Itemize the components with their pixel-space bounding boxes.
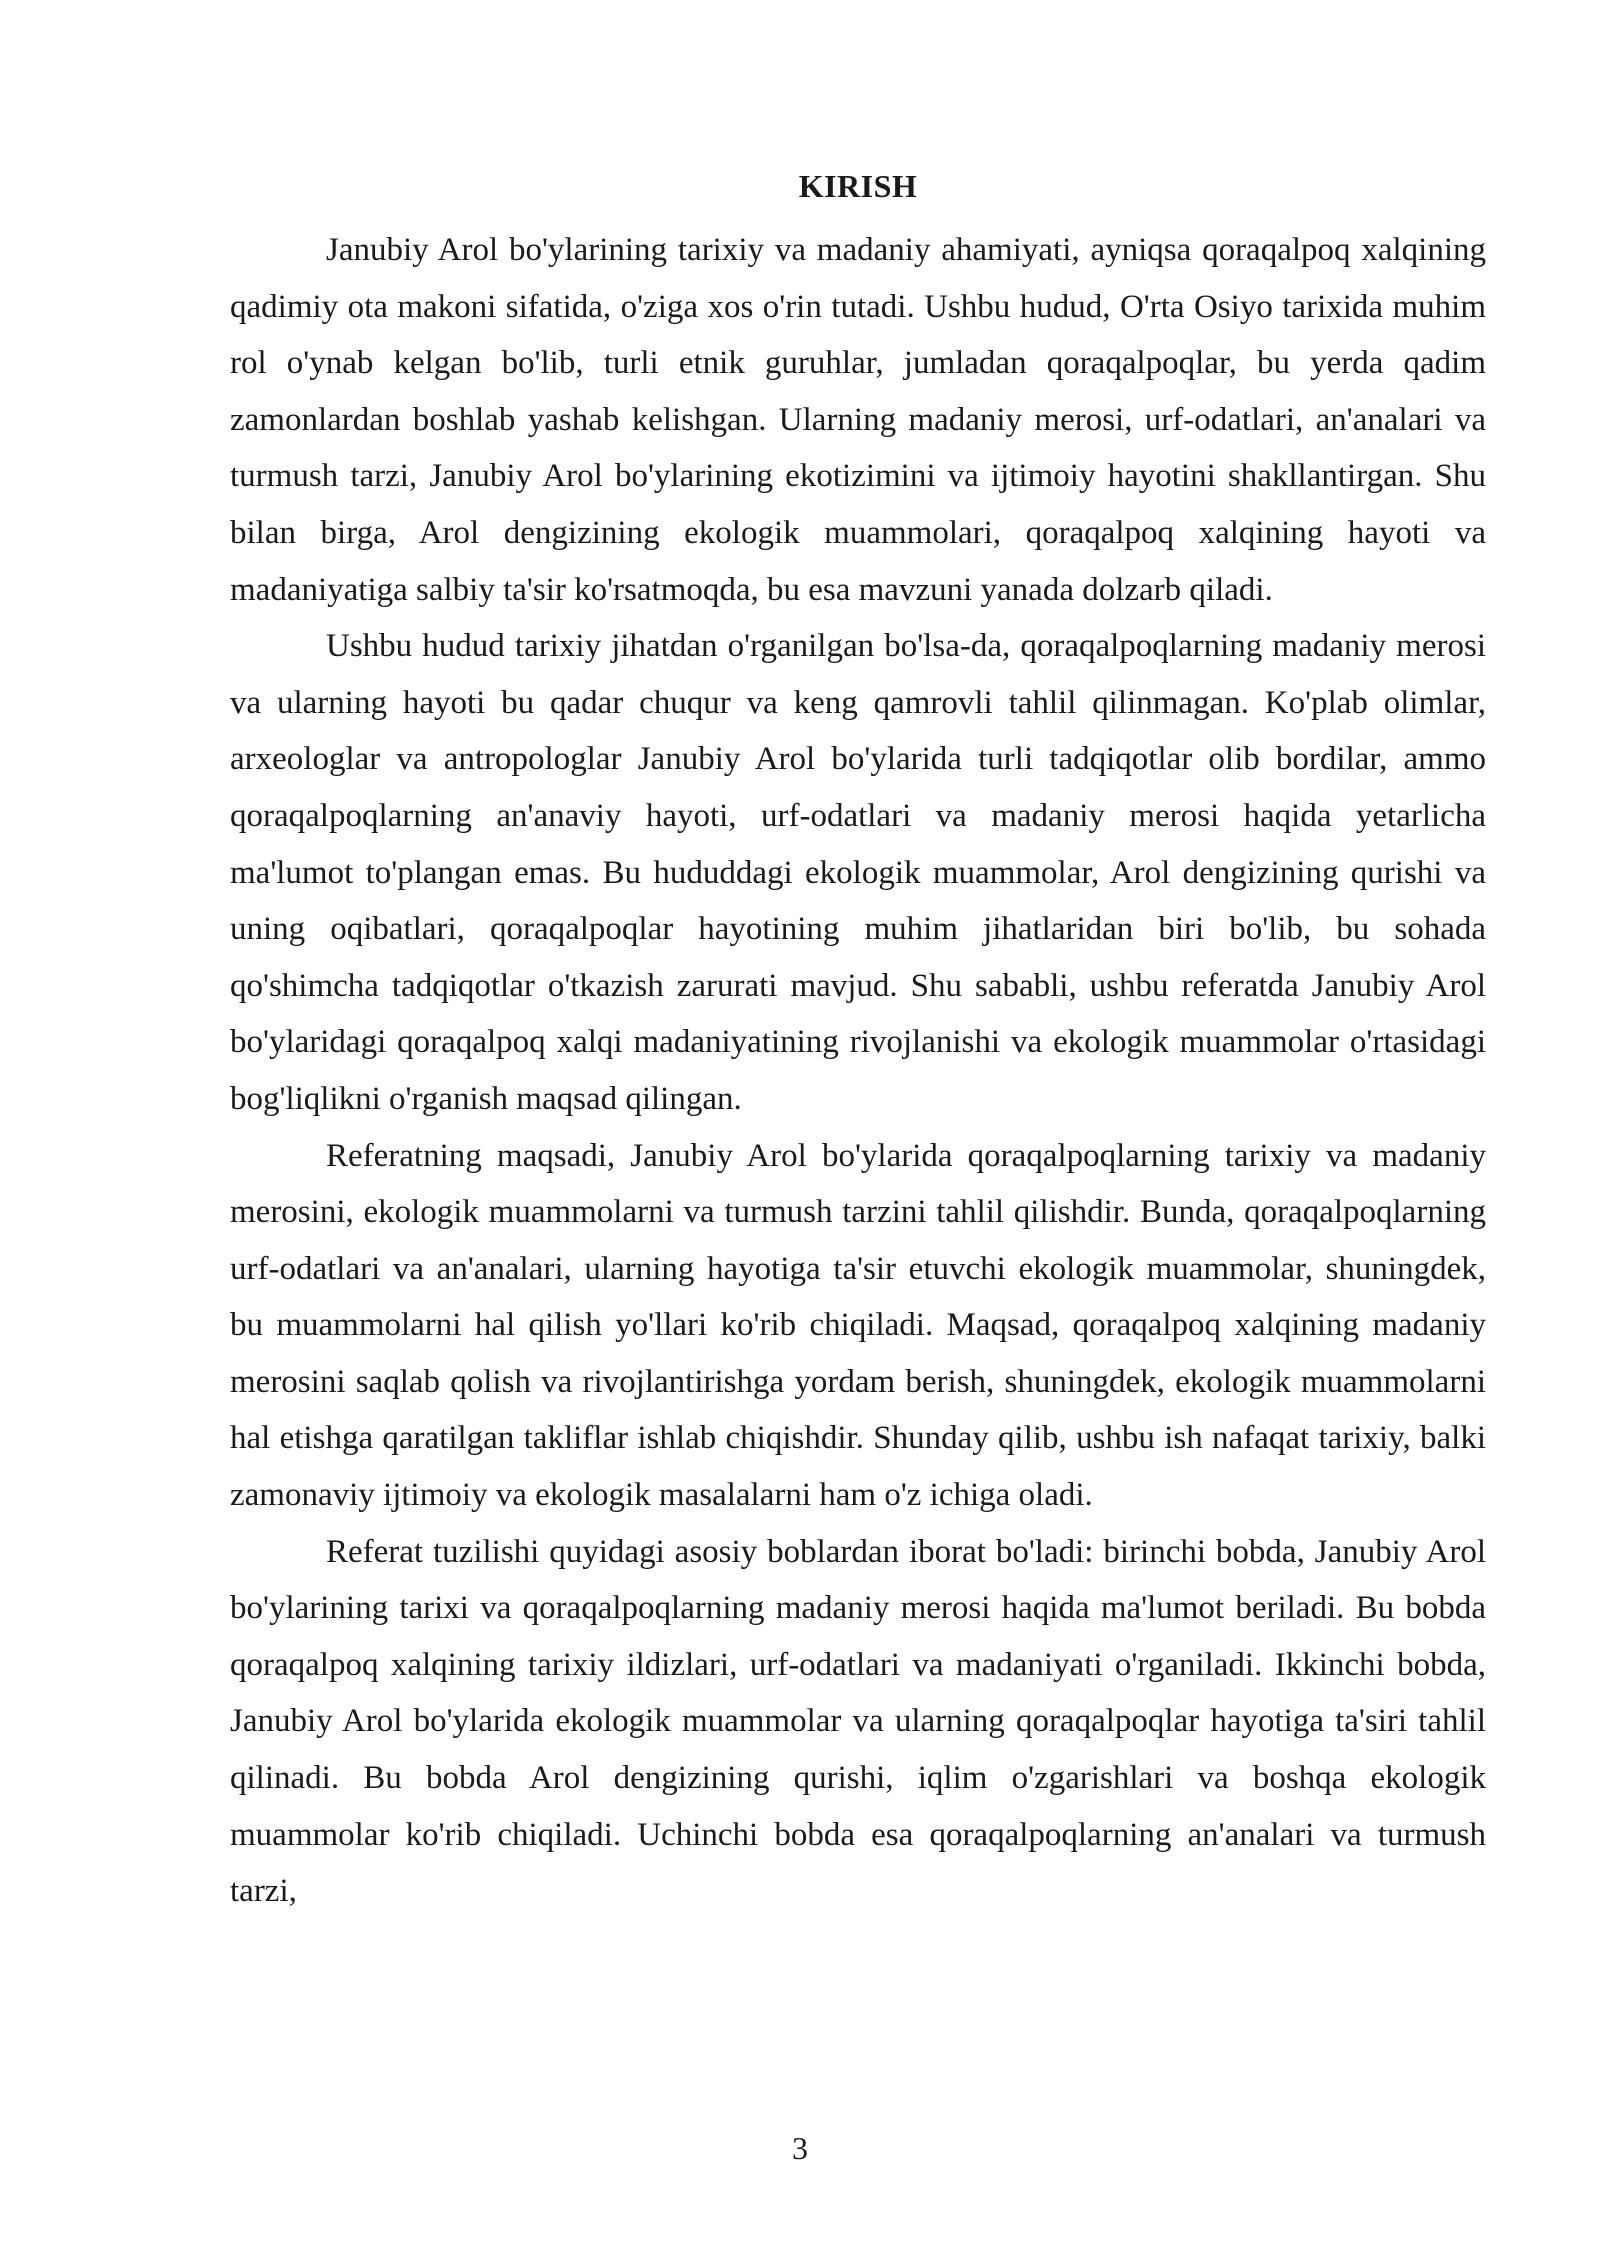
page-number: 3 — [792, 2130, 808, 2166]
paragraph-1: Janubiy Arol bo'ylarining tarixiy va madaniy ahamiyati, ayniqsa qoraqalpoq xalqining qadimiy ota makoni sifatida, o'ziga xos o'rin tutadi. Ushbu hudud, O'rta Osiyo tarixida muhim rol o'ynab kelgan bo'lib, turli etnik guruhlar, jumladan qoraqalpoqlar, bu yerda qadim zamonlardan boshlab yashab kelishgan. Ularning madaniy merosi, urf-odatlari, an'analari va turmush tarzi, Janubiy Arol bo'ylarining ekotizimini va ijtimoiy hayotini shakllantirgan. Shu bilan birga, Arol dengizining ekologik muammolari, qoraqalpoq xalqining hayoti va madaniyatiga salbiy ta'sir ko'rsatmoqda, bu esa mavzuni yanada dolzarb qiladi. — [230, 232, 1486, 608]
page-body — [230, 158, 1486, 1920]
paragraph-2: Ushbu hudud tarixiy jihatdan o'rganilgan bo'lsa-da, qoraqalpoqlarning madaniy merosi va ularning hayoti bu qadar chuqur va keng qamrovli tahlil qilinmagan. Ko'plab olimlar, arxeologlar va antropologlar Janubiy Arol bo'ylarida turli tadqiqotlar olib bordilar, ammo qoraqalpoqlarning an'anaviy hayoti, urf-odatlari va madaniy merosi haqida yetarlicha ma'lumot to'plangan emas. Bu hududdagi ekologik muammolar, Arol dengizining qurishi va uning oqibatlari, qoraqalpoqlar hayotining muhim jihatlaridan biri bo'lib, bu sohada qo'shimcha tadqiqotlar o'tkazish zarurati mavjud. Shu sababli, ushbu referatda Janubiy Arol bo'ylaridagi qoraqalpoq xalqi madaniyatining rivojlanishi va ekologik muammolar o'rtasidagi bog'liqlikni o'rganish maqsad qilingan. — [230, 628, 1486, 1117]
section-title: KIRISH — [798, 168, 918, 204]
paragraph-4: Referat tuzilishi quyidagi asosiy boblardan iborat bo'ladi: birinchi bobda, Janubiy Arol bo'ylarining tarixi va qoraqalpoqlarning madaniy merosi haqida ma'lumot beriladi. Bu bobda qoraqalpoq xalqining tarixiy ildizlari, urf-odatlari va madaniyati o'rganiladi. Ikkinchi bobda, Janubiy Arol bo'ylarida ekologik muammolar va ularning qoraqalpoqlar hayotiga ta'siri tahlil qilinadi. Bu bobda Arol dengizining qurishi, iqlim o'zgarishlari va boshqa ekologik muammolar ko'rib chiqiladi. Uchinchi bobda esa qoraqalpoqlarning an'analari va turmush tarzi, — [230, 1533, 1486, 1910]
paragraph-3: Referatning maqsadi, Janubiy Arol bo'ylarida qoraqalpoqlarning tarixiy va madaniy merosini, ekologik muammolarni va turmush tarzini tahlil qilishdir. Bunda, qoraqalpoqlarning urf-odatlari va an'analari, ularning hayotiga ta'sir etuvchi ekologik muammolar, shuningdek, bu muammolarni hal qilish yo'llari ko'rib chiqiladi. Maqsad, qoraqalpoq xalqining madaniy merosini saqlab qolish va rivojlantirishga yordam berish, shuningdek, ekologik muammolarni hal etishga qaratilgan takliflar ishlab chiqishdir. Shunday qilib, ushbu ish nafaqat tarixiy, balki zamonaviy ijtimoiy va ekologik masalalarni ham o'z ichiga oladi. — [230, 1137, 1486, 1514]
